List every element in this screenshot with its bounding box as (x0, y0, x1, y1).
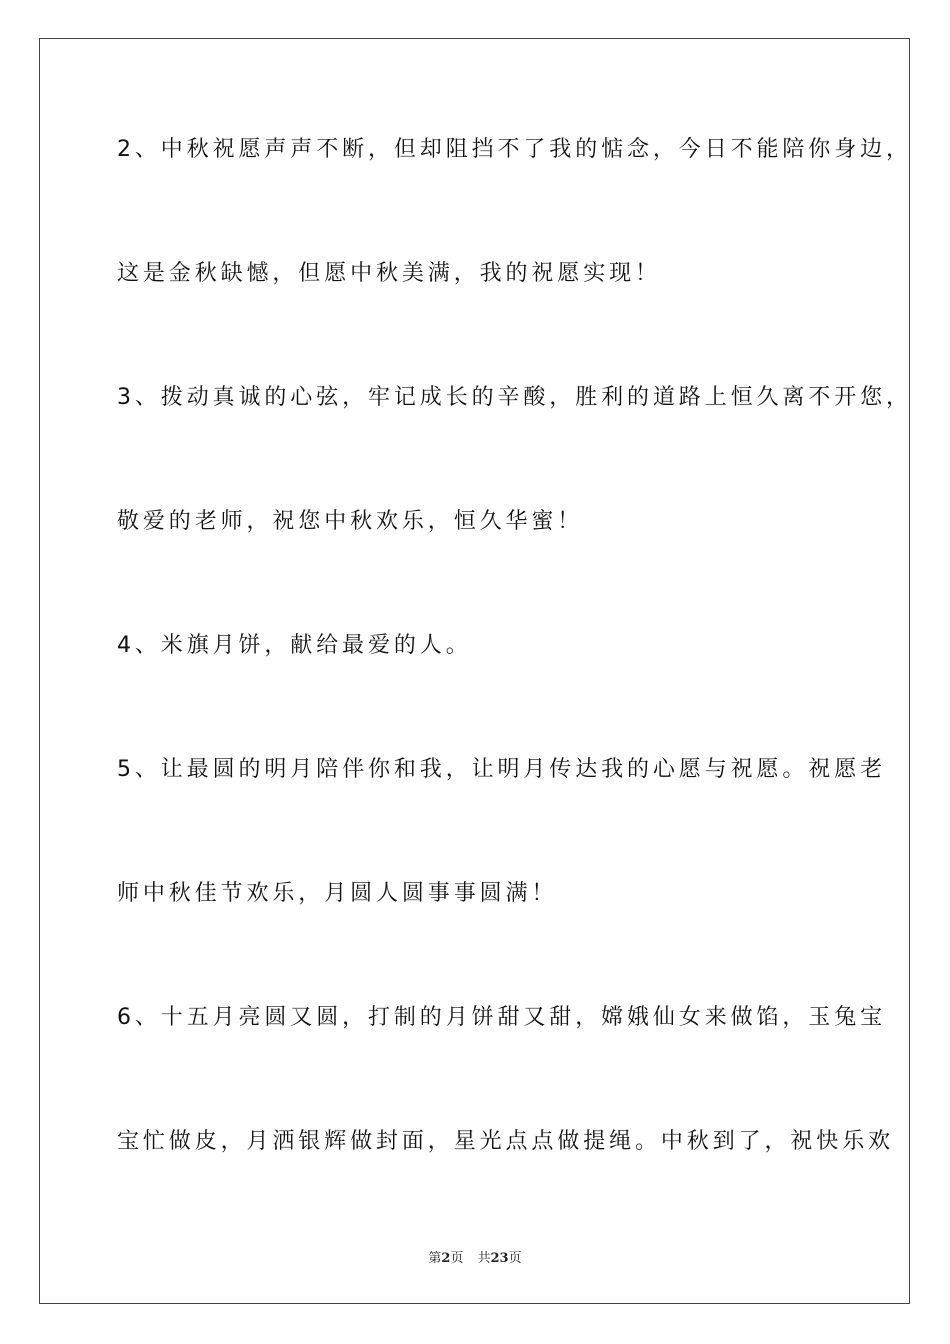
text-line-2: 这是金秋缺憾，但愿中秋美满，我的祝愿实现！ (117, 261, 661, 286)
total-prefix: 共 (477, 1251, 491, 1266)
page-border (39, 38, 910, 1304)
text-line-6: 5、让最圆的明月陪伴你和我，让明月传达我的心愿与祝愿。祝愿老 (117, 757, 886, 782)
page-number: 2 (441, 1251, 451, 1266)
text-line-1: 2、中秋祝愿声声不断，但却阻挡不了我的惦念，今日不能陪你身边， (117, 137, 912, 162)
text-line-3: 3、拨动真诚的心弦，牢记成长的辛酸，胜利的道路上恒久离不开您， (117, 385, 912, 410)
page-footer (0, 1247, 950, 1266)
total-pages: 23 (490, 1251, 509, 1266)
text-line-5: 4、米旗月饼，献给最爱的人。 (117, 633, 472, 658)
page-prefix: 第 (428, 1251, 442, 1266)
text-line-8: 6、十五月亮圆又圆，打制的月饼甜又甜，嫦娥仙女来做馅，玉兔宝 (117, 1005, 886, 1030)
page-suffix: 页 (450, 1251, 464, 1266)
text-line-4: 敬爱的老师，祝您中秋欢乐，恒久华蜜！ (117, 509, 584, 534)
text-line-9: 宝忙做皮，月洒银辉做封面，星光点点做提绳。中秋到了，祝快乐欢 (117, 1129, 895, 1154)
text-line-7: 师中秋佳节欢乐，月圆人圆事事圆满！ (117, 881, 558, 906)
total-suffix: 页 (508, 1251, 522, 1266)
